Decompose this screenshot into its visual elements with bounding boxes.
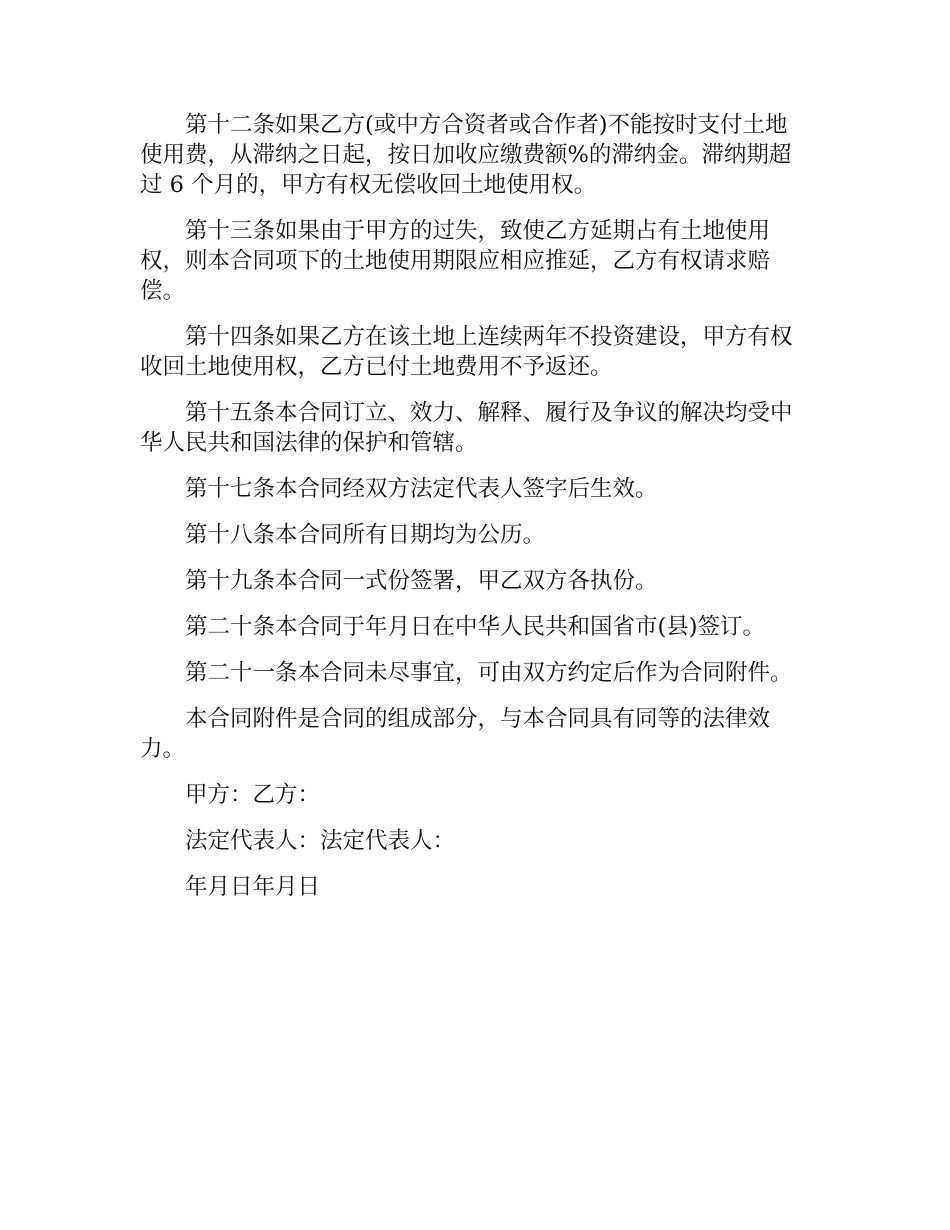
legal-representatives-line: 法定代表人：法定代表人： (185, 828, 456, 854)
article-12-paragraph: 第十二条如果乙方(或中方合资者或合作者)不能按时支付土地使用费，从滞纳之日起，按日加收应缴费额%的滞纳金。滞纳期超过 6 个月的，甲方有权无偿收回土地使用权。 (140, 112, 792, 198)
article-20-paragraph: 第二十条本合同于年月日在中华人民共和国省市(县)签订。 (185, 614, 766, 640)
article-18-paragraph: 第十八条本合同所有日期均为公历。 (185, 522, 546, 548)
article-15-paragraph: 第十五条本合同订立、效力、解释、履行及争议的解决均受中华人民共和国法律的保护和管辖。 (140, 400, 793, 456)
attachment-clause-paragraph: 本合同附件是合同的组成部分，与本合同具有同等的法律效力。 (140, 706, 771, 762)
parties-signature-line: 甲方：乙方： (185, 782, 321, 808)
document-body (140, 110, 810, 918)
article-14-paragraph: 第十四条如果乙方在该土地上连续两年不投资建设，甲方有权收回土地使用权，乙方已付土地费用不予返还。 (140, 324, 793, 380)
article-19-paragraph: 第十九条本合同一式份签署，甲乙双方各执份。 (185, 568, 658, 594)
signing-dates-line: 年月日年月日 (185, 874, 321, 900)
article-21-paragraph: 第二十一条本合同未尽事宜，可由双方约定后作为合同附件。 (185, 660, 793, 686)
article-13-paragraph: 第十三条如果由于甲方的过失，致使乙方延期占有土地使用权，则本合同项下的土地使用期限应相应推延，乙方有权请求赔偿。 (140, 218, 771, 304)
article-17-paragraph: 第十七条本合同经双方法定代表人签字后生效。 (185, 476, 658, 502)
